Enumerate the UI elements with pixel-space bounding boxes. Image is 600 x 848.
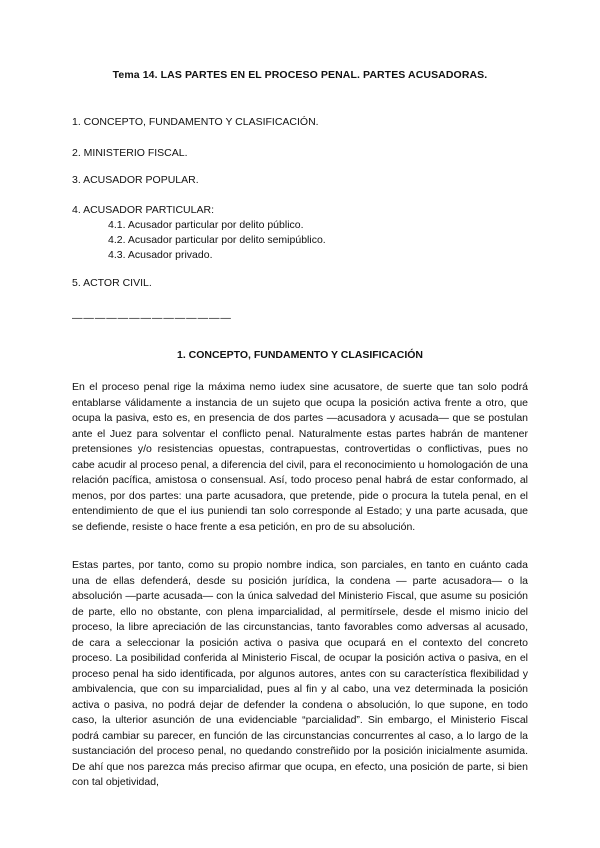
document-title: Tema 14. LAS PARTES EN EL PROCESO PENAL. PARTES ACUSADORAS. [112,69,488,81]
toc-item-5: 5. ACTOR CIVIL. [72,277,152,289]
toc-subitem-4-1: 4.1. Acusador particular por delito público. [108,219,304,231]
body-paragraph: En el proceso penal rige la máxima nemo iudex sine acusatore, de suerte que tan solo podrá entablarse válidamente a instancia de un sujeto que ocupa la posición activa frente a otro, que ocupa la pasiva, esto es, en presencia de dos partes —acusadora y acusada— que se postulan ante el Juez para solventar el conflicto penal. Naturalmente estas partes habrán de mantener pretensiones y/o resistencias opuestas, contrapuestas, controvertidas o conflictivas, pues no cabe acudir al proceso penal, a diferencia del civil, para el reconocimiento u homologación de una relación pacífica, amistosa o consensual. Así, todo proceso penal habrá de estar conformado, al menos, por dos partes: una parte acusadora, que pretende, pide o procura la tutela penal, en el entendimiento de que el ius puniendi tan solo corresponde al Estado; y una parte acusada, que se defiende, resiste o hace frente a esa petición, en pro de su absolución. [72,381,528,533]
body-paragraph: Estas partes, por tanto, como su propio nombre indica, son parciales, en tanto en cuánto cada una de ellas defenderá, desde su posición jurídica, la condena — parte acusadora— o la absolución —parte acusada— con la única salvedad del Ministerio Fiscal, que asume su posición de parte, ello no obstante, con plena imparcialidad, al permitírsele, desde el mismo inicio del proceso, la libre apreciación de las circunstancias, tanto favorables como adversas al acusado, de cara a seleccionar la posición activa o pasiva que ocupará en el contexto del concreto proceso. La posibilidad conferida al Ministerio Fiscal, de ocupar la posición activa o pasiva, en el proceso penal ha sido identificada, por algunos autores, antes con su característica flexibilidad y ambivalencia, que con su imparcialidad, pues al fin y al cabo, una vez determinada la posición activa o pasiva, no podrá dejar de defender la condena o absolución, lo que supone, en todo caso, la ulterior asunción de una evidenciable “parcialidad”. Sin embargo, el Ministerio Fiscal podrá cambiar su parecer, en función de las circunstancias concurrentes al caso, a lo largo de la sustanciación del proceso penal, no quedando constreñido por la posición inicialmente asumida. De ahí que nos parezca más preciso afirmar que ocupa, en efecto, una posición de parte, si bien con tal objetividad, [72,559,528,788]
toc-subitem-4-3: 4.3. Acusador privado. [108,249,213,261]
toc-item-4: 4. ACUSADOR PARTICULAR: [72,204,214,216]
toc-item-3: 3. ACUSADOR POPULAR. [72,174,199,186]
toc-subitem-4-2: 4.2. Acusador particular por delito semipúblico. [108,234,326,246]
toc-item-2: 2. MINISTERIO FISCAL. [72,147,188,159]
separator-line: — — — — — — — — — — — — — — [72,312,230,324]
toc-item-1: 1. CONCEPTO, FUNDAMENTO Y CLASIFICACIÓN. [72,116,319,128]
section-heading: 1. CONCEPTO, FUNDAMENTO Y CLASIFICACIÓN [177,349,423,361]
